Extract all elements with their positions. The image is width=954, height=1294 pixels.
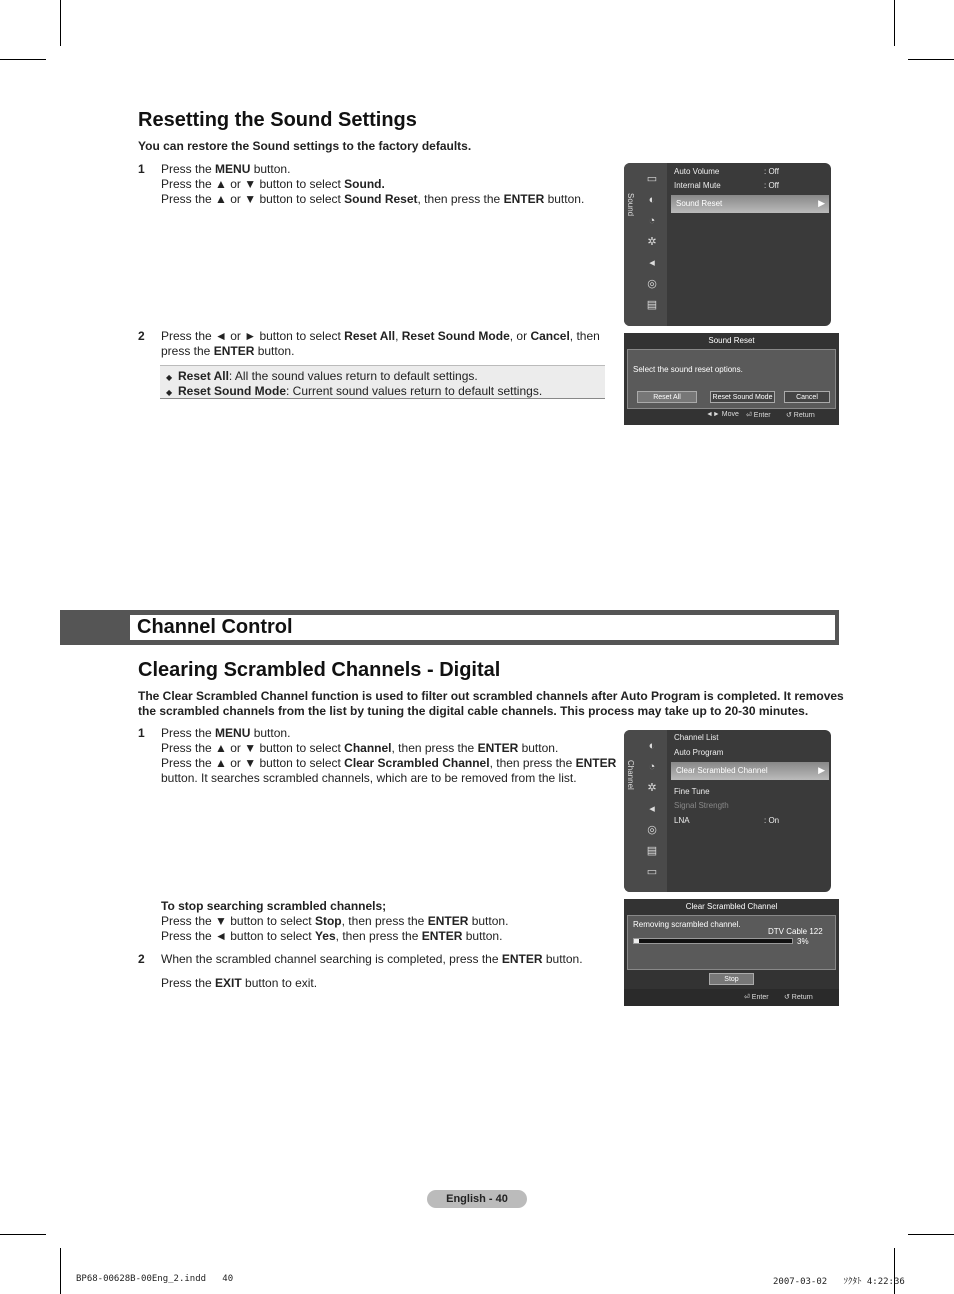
menu-item-auto-volume[interactable]: Auto Volume : Off xyxy=(674,167,779,176)
crop-mark xyxy=(0,59,46,60)
scrambled-step-2: 2 When the scrambled channel searching is completed, press the ENTER button. Press the EXIT button to exit. xyxy=(138,952,583,990)
stop-instructions: To stop searching scrambled channels; Press the ▼ button to select Stop, then press the ENTER button. Press the ◄ button to select Yes, then press the ENTER button. xyxy=(138,899,608,944)
stop-heading: To stop searching scrambled channels; xyxy=(161,899,387,913)
arrow-right-icon: ▶ xyxy=(818,198,825,208)
dialog-message: Removing scrambled channel. xyxy=(633,920,741,929)
arrow-right-icon: ▶ xyxy=(818,765,825,775)
dialog-message: Select the sound reset options. xyxy=(633,365,743,374)
step-number: 2 xyxy=(138,952,145,966)
clear-scrambled-dialog xyxy=(624,899,839,1006)
crop-mark xyxy=(908,1234,954,1235)
picture-icon[interactable]: ▭ xyxy=(646,173,658,185)
file-slug: BP68-00628B-00Eng_2.indd 40 xyxy=(76,1274,234,1284)
picture-icon[interactable]: ▭ xyxy=(646,866,658,878)
crop-mark xyxy=(0,1234,46,1235)
cancel-button[interactable]: Cancel xyxy=(784,391,830,403)
section-header xyxy=(60,610,839,645)
input-icon[interactable]: ◂ xyxy=(649,257,655,269)
dialog-title: Clear Scrambled Channel xyxy=(685,902,778,911)
menu-item-channel-list[interactable]: Channel List xyxy=(674,733,719,742)
crop-mark xyxy=(894,0,895,46)
menu-item-clear-scrambled[interactable]: Clear Scrambled Channel ▶ xyxy=(671,762,829,780)
reset-sound-mode-button[interactable]: Reset Sound Mode xyxy=(710,391,775,403)
sound-step-1: 1 Press the MENU button. Press the ▲ or ▼ button to select Sound. Press the ▲ or ▼ button to select Sound Reset, then press the ENTER button. xyxy=(138,162,585,206)
support-icon[interactable]: ▤ xyxy=(646,299,658,311)
input-icon[interactable]: ◂ xyxy=(649,803,655,815)
menu-category-label: Channel xyxy=(626,760,635,790)
menu-item-sound-reset[interactable]: Sound Reset ▶ xyxy=(671,195,829,213)
setup-icon[interactable]: ✲ xyxy=(647,236,657,248)
menu-item-signal-strength: Signal Strength xyxy=(674,801,729,810)
dialog-title: Sound Reset xyxy=(708,336,755,345)
crop-mark xyxy=(894,1248,895,1294)
channel-icon[interactable]: ◔ xyxy=(648,215,656,227)
sound-menu-screenshot xyxy=(624,163,831,326)
crop-mark xyxy=(60,0,61,46)
reset-all-button[interactable]: Reset All xyxy=(637,391,697,403)
section-title: Channel Control xyxy=(130,615,835,640)
scrambled-intro-1: The Clear Scrambled Channel function is used to filter out scrambled channels after Auto Program is completed. It removes xyxy=(138,689,844,703)
step-number: 1 xyxy=(138,726,145,740)
channel-menu-screenshot xyxy=(624,730,831,892)
note-item: ◆ Reset Sound Mode: Current sound values return to default settings. xyxy=(166,384,543,398)
step-number: 2 xyxy=(138,329,145,343)
note-item: ◆ Reset All: All the sound values return to default settings. xyxy=(166,369,478,383)
scrambled-title: Clearing Scrambled Channels - Digital xyxy=(138,659,501,681)
footer-enter: ⏎ Enter xyxy=(744,994,769,1001)
sound-icon[interactable]: ◐ xyxy=(648,740,656,752)
page-number: English - 40 xyxy=(427,1190,527,1208)
menu-sidebar xyxy=(624,730,667,892)
crop-mark xyxy=(908,59,954,60)
step-number: 1 xyxy=(138,162,145,176)
footer-return: ↺ Return xyxy=(786,412,815,419)
progress-fill xyxy=(634,939,639,943)
progress-percent: 3% xyxy=(797,937,809,946)
application-icon[interactable]: ◎ xyxy=(647,278,657,290)
channel-label: DTV Cable 122 xyxy=(768,927,823,936)
setup-icon[interactable]: ✲ xyxy=(647,782,657,794)
date-slug: 2007-03-02 ｿｸﾀﾄ 4:22:36 xyxy=(773,1277,905,1287)
menu-item-internal-mute[interactable]: Internal Mute : Off xyxy=(674,181,779,190)
crop-mark xyxy=(60,1248,61,1294)
application-icon[interactable]: ◎ xyxy=(647,824,657,836)
scrambled-step-1: 1 Press the MENU button. Press the ▲ or ▼ button to select Channel, then press the ENTER button. Press the ▲ or ▼ button to select Clear Scrambled Channel, then press the ENTER button. It searches scrambled channels, which are to be removed from the list. xyxy=(138,726,617,785)
menu-sidebar xyxy=(624,163,667,326)
menu-item-fine-tune[interactable]: Fine Tune xyxy=(674,787,710,796)
sound-step-2: 2 Press the ◄ or ► button to select Reset All, Reset Sound Mode, or Cancel, then press the ENTER button. xyxy=(138,329,600,358)
stop-button[interactable]: Stop xyxy=(709,973,754,985)
progress-bar xyxy=(633,938,793,944)
menu-item-lna[interactable]: LNA : On xyxy=(674,816,780,825)
note-box xyxy=(160,365,605,399)
support-icon[interactable]: ▤ xyxy=(646,845,658,857)
sound-title: Resetting the Sound Settings xyxy=(138,109,417,131)
sound-reset-dialog xyxy=(624,333,839,425)
channel-icon[interactable]: ◔ xyxy=(648,761,656,773)
sound-intro: You can restore the Sound settings to the factory defaults. xyxy=(138,139,472,153)
footer-return: ↺ Return xyxy=(784,994,813,1001)
sound-icon[interactable]: ◐ xyxy=(648,194,656,206)
scrambled-intro-2: the scrambled channels from the list by tuning the digital cable channels. This process may take up to 20-30 minutes. xyxy=(138,704,809,718)
footer-enter: ⏎ Enter xyxy=(746,412,771,419)
footer-move: ◄► Move xyxy=(706,411,739,418)
menu-item-auto-program[interactable]: Auto Program xyxy=(674,748,724,757)
menu-category-label: Sound xyxy=(626,193,635,217)
